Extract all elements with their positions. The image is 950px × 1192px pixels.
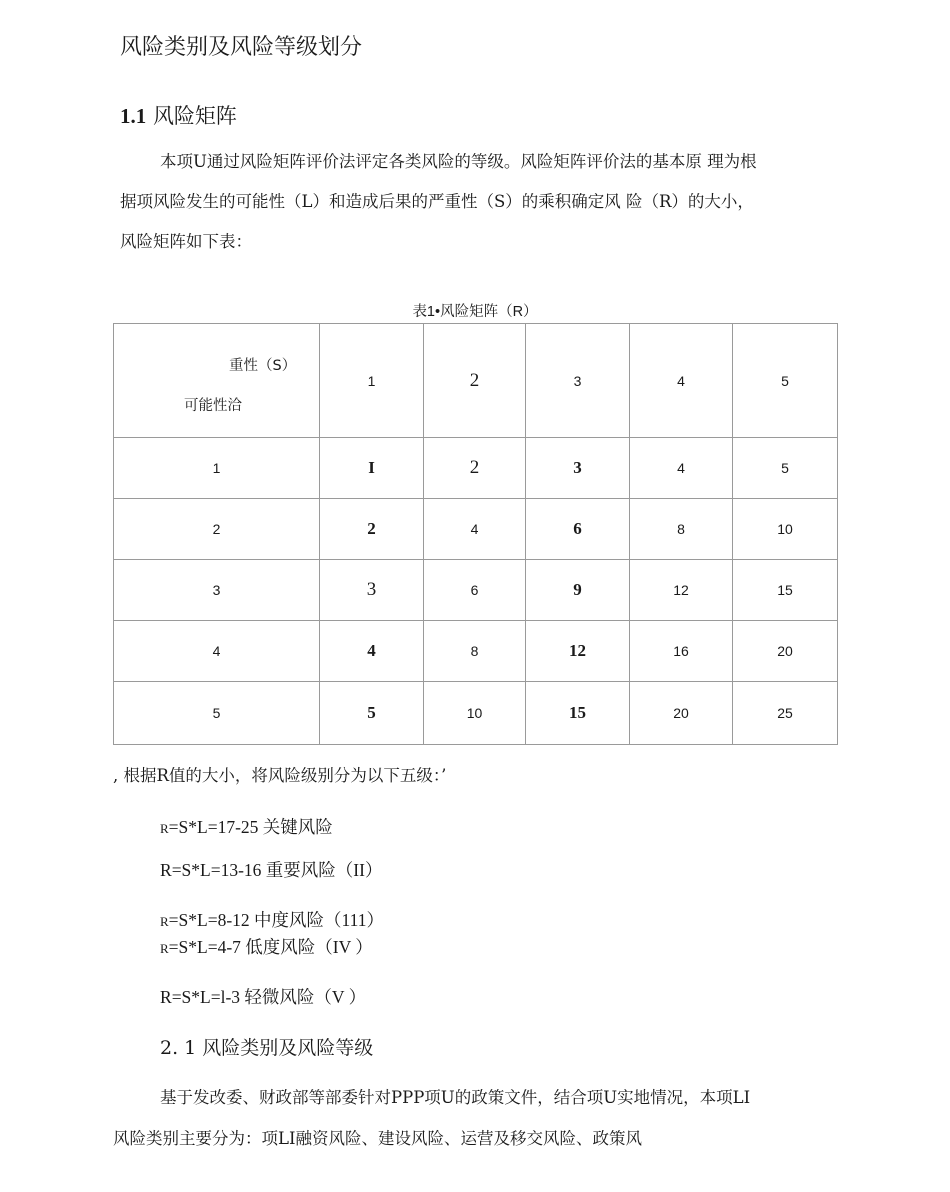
risk-matrix-table <box>113 323 838 745</box>
header-cell: 2 <box>424 324 526 438</box>
level-important <box>160 857 382 882</box>
table-cell: 3 <box>320 560 424 621</box>
table-cell: 4 <box>424 499 526 560</box>
table-row <box>114 560 838 621</box>
row-label-cell: 1 <box>114 438 320 499</box>
table-cell: 12 <box>526 621 630 682</box>
table-cell: 25 <box>733 682 838 745</box>
level-text: =S*L=17-25 关键风险 <box>168 817 333 837</box>
table-cell: 4 <box>320 621 424 682</box>
level-text: =S*L=13-16 重要风险（II） <box>171 860 383 880</box>
level-low <box>160 934 373 959</box>
section-number: 1.1 <box>120 104 147 128</box>
level-prefix: R <box>160 941 169 956</box>
level-minor <box>160 984 366 1009</box>
table-cell: 15 <box>526 682 630 745</box>
level-text: =S*L=8-12 中度风险（111） <box>168 910 384 930</box>
table-cell: 12 <box>630 560 733 621</box>
section-heading-risk-categories: 2. 1 风险类别及风险等级 <box>160 1037 374 1059</box>
closing-line-1: 基于发改委、财政部等部委针对PPP项U的政策文件，结合项U实地情况，本项LI <box>160 1088 751 1107</box>
table-cell: 2 <box>320 499 424 560</box>
table-cell: 20 <box>630 682 733 745</box>
table-cell: 6 <box>424 560 526 621</box>
levels-intro: , 根据R值的大小，将风险级别分为以下五级：’ <box>113 766 447 785</box>
section-heading-risk-matrix <box>120 100 237 130</box>
table-cell: 9 <box>526 560 630 621</box>
severity-axis-label: 重性（S） <box>229 358 297 374</box>
table-cell: 8 <box>630 499 733 560</box>
likelihood-axis-label: 可能性洽 <box>184 398 242 414</box>
level-text: =S*L=4-7 低度风险（IV ） <box>168 937 373 957</box>
table-cell: 3 <box>526 438 630 499</box>
table-row <box>114 621 838 682</box>
table-cell: 5 <box>320 682 424 745</box>
header-cell: 5 <box>733 324 838 438</box>
table-row <box>114 682 838 745</box>
table-cell: 10 <box>733 499 838 560</box>
level-prefix: R <box>160 821 169 836</box>
table-corner-cell <box>114 324 320 438</box>
header-cell: 3 <box>526 324 630 438</box>
table-row <box>114 438 838 499</box>
table-cell: 10 <box>424 682 526 745</box>
row-label-cell: 2 <box>114 499 320 560</box>
level-prefix: R <box>160 860 172 880</box>
table-cell: 16 <box>630 621 733 682</box>
header-cell: 1 <box>320 324 424 438</box>
intro-line-3: 风险矩阵如下表： <box>120 232 252 251</box>
table-cell: 15 <box>733 560 838 621</box>
intro-line-2: 据项风险发生的可能性（L）和造成后果的严重性（S）的乘积确定风 险（R）的大小， <box>120 192 754 211</box>
table-cell: 6 <box>526 499 630 560</box>
level-moderate <box>160 907 384 932</box>
section-title: 风险矩阵 <box>152 104 237 128</box>
table-cell: I <box>320 438 424 499</box>
level-text: =S*L=l-3 轻微风险（V ） <box>171 987 367 1007</box>
header-cell: 4 <box>630 324 733 438</box>
level-prefix: R <box>160 914 169 929</box>
level-critical <box>160 814 333 839</box>
table-cell: 5 <box>733 438 838 499</box>
table-caption: 表1•风险矩阵（R） <box>412 304 538 320</box>
row-label-cell: 5 <box>114 682 320 745</box>
level-prefix: R <box>160 987 172 1007</box>
closing-line-2: 风险类别主要分为：项LI融资风险、建设风险、运营及移交风险、政策风 <box>113 1129 642 1148</box>
intro-line-1: 本项U通过风险矩阵评价法评定各类风险的等级。风险矩阵评价法的基本原 理为根 <box>160 152 757 171</box>
row-label-cell: 4 <box>114 621 320 682</box>
row-label-cell: 3 <box>114 560 320 621</box>
table-cell: 4 <box>630 438 733 499</box>
table-cell: 2 <box>424 438 526 499</box>
table-header-row <box>114 324 838 438</box>
document-title: 风险类别及风险等级划分 <box>120 35 363 60</box>
table-cell: 8 <box>424 621 526 682</box>
table-cell: 20 <box>733 621 838 682</box>
table-row <box>114 499 838 560</box>
